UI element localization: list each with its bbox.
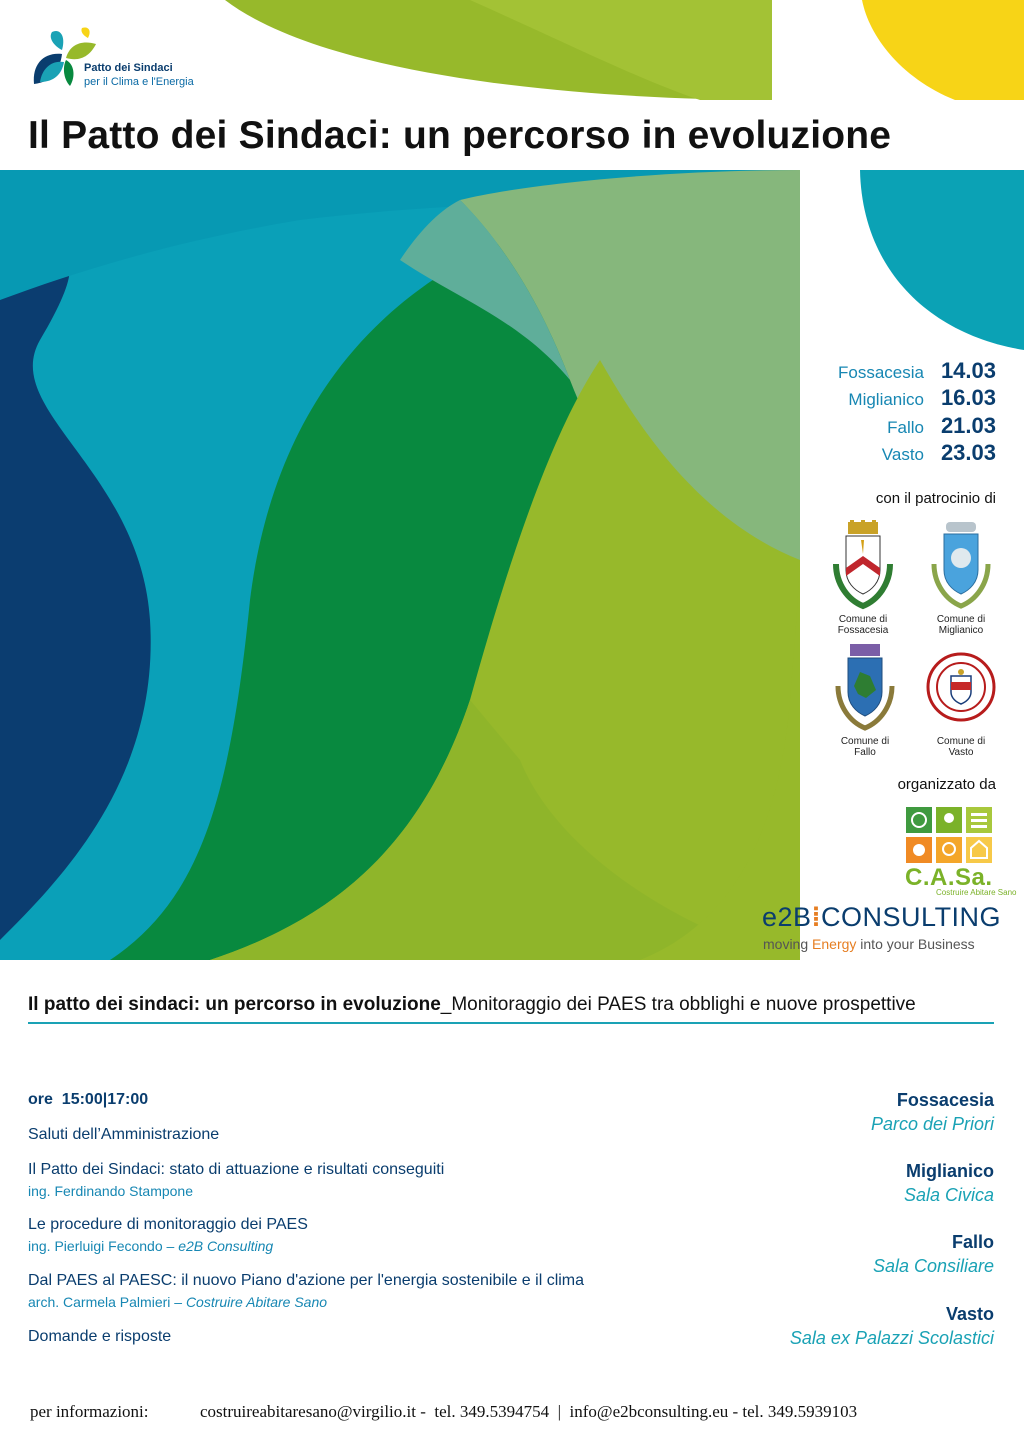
casa-name: C.A.Sa.: [905, 864, 993, 891]
crest-caption: Comune di Vasto: [936, 736, 986, 758]
crest-caption: Comune di Miglianico: [936, 614, 986, 636]
fallo-crest-icon: [830, 642, 900, 738]
date-city: Fossacesia: [838, 363, 924, 382]
date-row: [776, 358, 996, 384]
venue-city: Miglianico: [905, 1161, 994, 1181]
agenda-item-speaker: ing. Ferdinando Stampone: [28, 1183, 193, 1199]
agenda-item-title: Dal PAES al PAESC: il nuovo Piano d'azione per l'energia sostenibile e il clima: [28, 1272, 585, 1289]
event-subtitle: Il patto dei sindaci: un percorso in evoluzione_Monitoraggio dei PAES tra obblighi e nuove prospettive: [28, 994, 994, 1024]
agenda-item-title: Saluti dell’Amministrazione: [28, 1126, 220, 1143]
date-day: 14.03: [940, 358, 996, 383]
venue-place: Sala Civica: [903, 1185, 994, 1205]
venue-city: Fossacesia: [896, 1090, 994, 1110]
contact-footer: [30, 1402, 996, 1422]
e2b-tagline: moving Energy into your Business: [763, 936, 975, 952]
date-day: 23.03: [940, 440, 996, 465]
e2b-separator-icon: ⁞: [811, 902, 822, 932]
footer-label: per informazioni:: [30, 1402, 149, 1421]
e2b-logo-text: e2B⁞CONSULTING: [762, 902, 1002, 932]
date-city: Vasto: [881, 445, 924, 464]
date-city: Fallo: [887, 418, 924, 437]
date-city: Miglianico: [848, 390, 924, 409]
organizer-label: organizzato da: [897, 776, 996, 793]
agenda-item-title: Le procedure di monitoraggio dei PAES: [28, 1216, 308, 1233]
venue-city: Fallo: [951, 1232, 994, 1252]
right-teal-shape: [860, 170, 1024, 350]
venue-place: Parco dei Priori: [870, 1114, 994, 1134]
crest-caption: Comune di Fossacesia: [837, 614, 889, 636]
logo-line1: Patto dei Sindaci: [84, 62, 173, 74]
miglianico-crest-icon: [926, 520, 996, 616]
event-time: ore 15:00|17:00: [28, 1091, 149, 1108]
venue-place: Sala ex Palazzi Scolastici: [789, 1328, 994, 1348]
vasto-seal-icon: [926, 652, 996, 722]
date-day: 21.03: [940, 413, 996, 438]
fossacesia-crest-icon: [828, 520, 898, 616]
date-row: [776, 413, 996, 439]
venue-place: Sala Consiliare: [872, 1256, 994, 1276]
venue-city: Vasto: [945, 1304, 994, 1324]
agenda-item-title: Il Patto dei Sindaci: stato di attuazione e risultati conseguiti: [28, 1161, 445, 1178]
date-row: [776, 440, 996, 466]
casa-logo-icon: [905, 806, 995, 866]
agenda-item-speaker: arch. Carmela Palmieri – Costruire Abitare Sano: [28, 1294, 328, 1310]
agenda-item-speaker: ing. Pierluigi Fecondo – e2B Consulting: [28, 1238, 274, 1254]
patronage-label: con il patrocinio di: [875, 490, 996, 507]
agenda-item-title: Domande e risposte: [28, 1328, 172, 1345]
logo-line2: per il Clima e l'Energia: [84, 76, 194, 88]
page-title: Il Patto dei Sindaci: un percorso in evoluzione: [28, 114, 892, 157]
casa-subtitle: Costruire Abitare Sano: [936, 888, 1017, 897]
crest-caption: Comune di Fallo: [840, 736, 890, 758]
top-yellow-arc: [862, 0, 1024, 100]
date-row: [776, 385, 996, 411]
footer-contacts: costruireabitaresano@virgilio.it - tel. 349.5394754 | info@e2bconsulting.eu - tel. 349.5939103: [200, 1402, 858, 1421]
date-day: 16.03: [940, 385, 996, 410]
